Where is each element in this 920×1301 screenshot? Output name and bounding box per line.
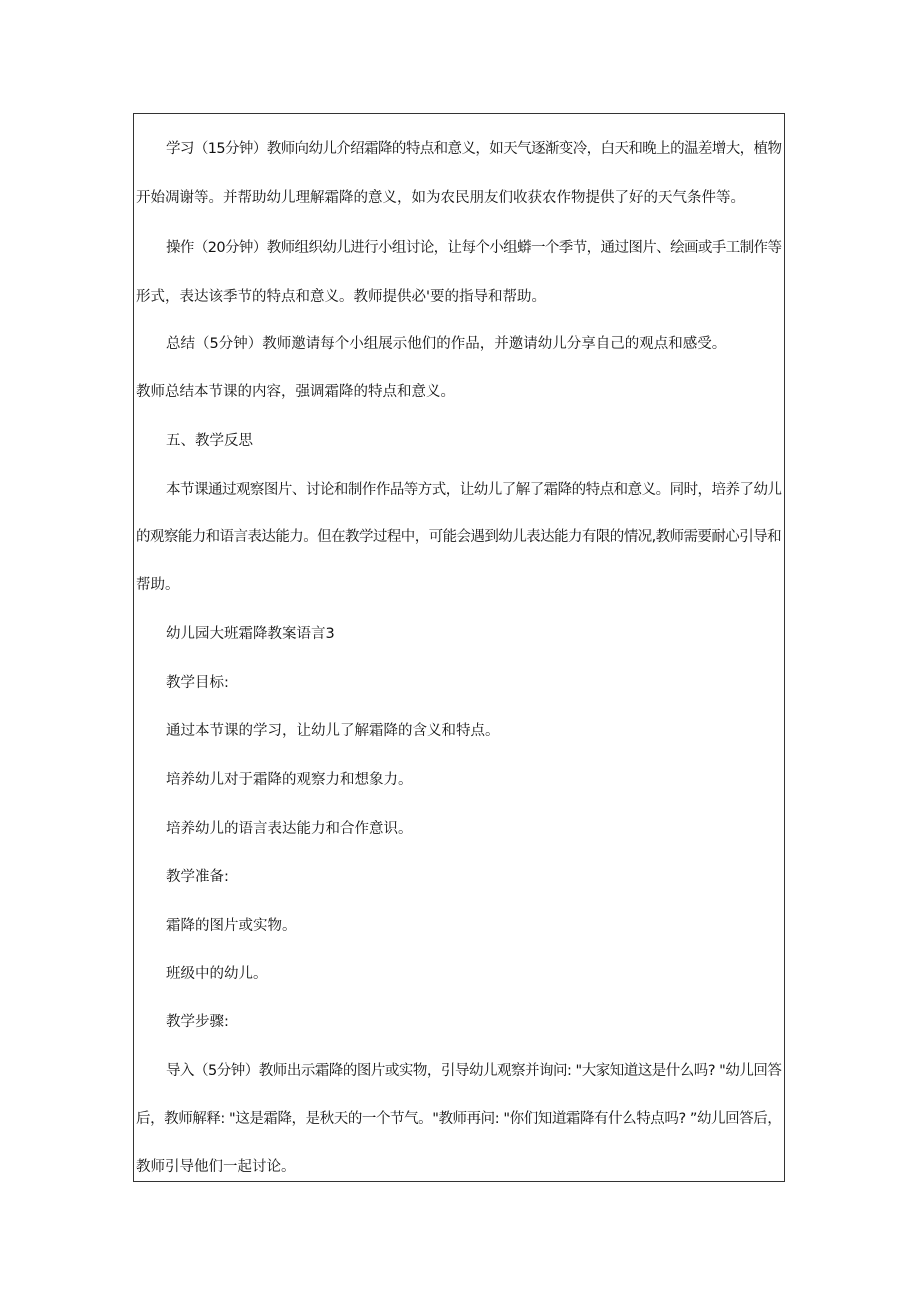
- list-item: 通过本节课的学习，让幼儿了解霜降的含义和特点。: [166, 723, 500, 739]
- list-item: 班级中的幼儿。: [166, 966, 268, 982]
- paragraph-line: 本节课通过观察图片、讨论和制作作品等方式，让幼儿了解了霜降的特点和意义。同时，培养了幼儿: [166, 482, 782, 498]
- lesson-title: 幼儿园大班霜降教案语言3: [166, 626, 335, 642]
- paragraph-line: 导入（5分钟）教师出示霜降的图片或实物，引导幼儿观察并询问: "大家知道这是什么吗? "幼儿回答: [166, 1063, 782, 1079]
- section-heading: 教学步骤:: [166, 1014, 229, 1030]
- paragraph-line: 开始凋谢等。并帮助幼儿理解霜降的意义，如为农民朋友们收获农作物提供了好的天气条件等。: [136, 190, 745, 206]
- paragraph-line: 的观察能力和语言表达能力。但在教学过程中，可能会遇到幼儿表达能力有限的情况,教师需要耐心引导和: [136, 529, 782, 545]
- section-heading: 教学准备:: [166, 869, 229, 885]
- paragraph-line: 后，教师解释: "这是霜降，是秋天的一个节气。"教师再问: "你们知道霜降有什么特点吗? ”幼儿回答后，: [136, 1111, 782, 1127]
- section-heading: 教学目标:: [166, 675, 229, 691]
- paragraph-line: 教师引导他们一起讨论。: [136, 1159, 296, 1175]
- list-item: 培养幼儿的语言表达能力和合作意识。: [166, 821, 413, 837]
- list-item: 霜降的图片或实物。: [166, 918, 297, 934]
- list-item: 培养幼儿对于霜降的观察力和想象力。: [166, 772, 413, 788]
- paragraph-line: 帮助。: [136, 577, 180, 593]
- paragraph-line: 学习（15分钟）教师向幼儿介绍霜降的特点和意义，如天气逐渐变冷，白天和晚上的温差增大，植物: [166, 141, 782, 157]
- paragraph-line: 形式，表达该季节的特点和意义。教师提供必'要的指导和帮助。: [136, 289, 546, 305]
- paragraph-line: 教师总结本节课的内容，强调霜降的特点和意义。: [136, 384, 455, 400]
- paragraph-line: 总结（5分钟）教师邀请每个小组展示他们的作品，并邀请幼儿分享自己的观点和感受。: [166, 336, 727, 352]
- section-heading: 五、教学反思: [166, 433, 253, 449]
- paragraph-line: 操作（20分钟）教师组织幼儿进行小组讨论，让每个小组蟒一个季节，通过图片、绘画或手工制作等: [166, 240, 782, 256]
